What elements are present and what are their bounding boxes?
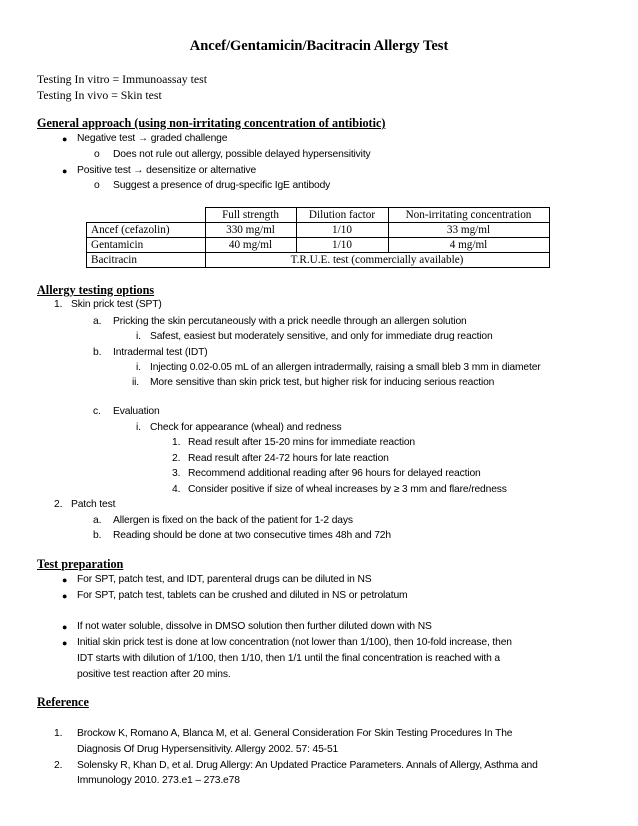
list-roman: i. — [136, 331, 141, 342]
positive-test-subitem: Suggest a presence of drug-specific IgE antibody — [113, 180, 331, 191]
reference-line: Brockow K, Romano A, Blanca M, et al. General Consideration For Skin Testing Procedures In The — [77, 728, 513, 739]
bullet-icon: ● — [62, 591, 68, 601]
patch-test-item: Patch test — [71, 499, 116, 510]
table-header-cell — [87, 208, 206, 223]
pricking-item: Pricking the skin percutaneously with a prick needle through an allergen solution — [113, 316, 467, 327]
table-cell: Bacitracin — [87, 253, 206, 268]
patch-fixed-item: Allergen is fixed on the back of the patient for 1-2 days — [113, 515, 353, 526]
prep-item-line: Initial skin prick test is done at low concentration (not lower than 1/100), then 10-fold increase, then — [77, 637, 512, 648]
evaluation-item: Evaluation — [113, 406, 160, 417]
list-number: 4. — [172, 484, 181, 495]
injecting-item: Injecting 0.02-0.05 mL of an allergen intradermally, raising a small bleb 3 mm in diameter — [150, 362, 541, 373]
wheal-check-item: Check for appearance (wheal) and redness — [150, 422, 342, 433]
list-letter: a. — [93, 515, 102, 526]
reference-heading: Reference — [37, 695, 89, 709]
list-number: 1. — [54, 728, 63, 739]
table-cell: Ancef (cefazolin) — [87, 223, 206, 238]
table-header-cell: Dilution factor — [296, 208, 388, 223]
allergy-options-heading: Allergy testing options — [37, 283, 155, 297]
bullet-icon: ● — [62, 166, 68, 176]
prep-item: If not water soluble, dissolve in DMSO solution then further diluted down with NS — [77, 621, 432, 632]
table-row — [87, 253, 550, 268]
sub-marker: o — [94, 180, 100, 191]
general-approach-heading: General approach (using non-irritating concentration of antibiotic) — [37, 116, 386, 130]
table-header-cell: Full strength — [205, 208, 296, 223]
bullet-icon: ● — [62, 134, 68, 144]
eval-step: Read result after 15-20 mins for immediate reaction — [188, 437, 415, 448]
table-row — [87, 238, 550, 253]
prep-item: For SPT, patch test, tablets can be crushed and diluted in NS or petrolatum — [77, 590, 408, 601]
eval-step: Read result after 24-72 hours for late reaction — [188, 453, 389, 464]
list-number: 2. — [54, 760, 63, 771]
table-cell: 33 mg/ml — [388, 223, 549, 238]
negative-test-subitem: Does not rule out allergy, possible delayed hypersensitivity — [113, 149, 371, 160]
idt-sensitivity-item: More sensitive than skin prick test, but higher risk for inducing serious reaction — [150, 377, 495, 388]
list-number: 3. — [172, 468, 181, 479]
table-row — [87, 223, 550, 238]
intradermal-item: Intradermal test (IDT) — [113, 347, 208, 358]
patch-reading-item: Reading should be done at two consecutive times 48h and 72h — [113, 530, 391, 541]
list-letter: b. — [93, 347, 102, 358]
bullet-icon: ● — [62, 575, 68, 585]
reference-line: Solensky R, Khan D, et al. Drug Allergy: An Updated Practice Parameters. Annals of Allergy, Asthma and — [77, 760, 538, 771]
sub-marker: o — [94, 149, 100, 160]
reference-line: Diagnosis Of Drug Hypersensitivity. Allergy 2002. 57: 45-51 — [77, 744, 339, 755]
table-cell: 4 mg/ml — [388, 238, 549, 253]
list-letter: c. — [93, 406, 101, 417]
table-cell: 330 mg/ml — [205, 223, 296, 238]
list-number: 2. — [54, 499, 63, 510]
spt-safety-item: Safest, easiest but moderately sensitive, and only for immediate drug reaction — [150, 331, 493, 342]
table-cell: 1/10 — [296, 223, 388, 238]
test-preparation-heading: Test preparation — [37, 557, 124, 571]
testing-in-vivo: Testing In vivo = Skin test — [37, 88, 162, 102]
skin-prick-item: Skin prick test (SPT) — [71, 299, 162, 310]
table-cell: T.R.U.E. test (commercially available) — [205, 253, 549, 268]
list-roman: i. — [136, 422, 141, 433]
list-roman: i. — [136, 362, 141, 373]
prep-item-line: IDT starts with dilution of 1/100, then 1/10, then 1/1 until the final concentration is reached with a — [77, 653, 500, 664]
bullet-icon: ● — [62, 622, 68, 632]
list-number: 2. — [172, 453, 181, 464]
prep-item-line: positive test reaction after 20 mins. — [77, 669, 231, 680]
list-letter: b. — [93, 530, 102, 541]
table-header-row — [87, 208, 550, 223]
concentration-table — [86, 207, 550, 268]
list-letter: a. — [93, 316, 102, 327]
table-cell: 40 mg/ml — [205, 238, 296, 253]
negative-test-item: Negative test → graded challenge — [77, 133, 228, 144]
eval-step: Recommend additional reading after 96 hours for delayed reaction — [188, 468, 481, 479]
reference-line: Immunology 2010. 273.e1 – 273.e78 — [77, 775, 240, 786]
page-title: Ancef/Gentamicin/Bacitracin Allergy Test — [189, 38, 449, 54]
list-roman: ii. — [132, 377, 139, 388]
testing-in-vitro: Testing In vitro = Immunoassay test — [37, 72, 207, 86]
table-cell: 1/10 — [296, 238, 388, 253]
list-number: 1. — [54, 299, 63, 310]
table-cell: Gentamicin — [87, 238, 206, 253]
table-header-cell: Non-irritating concentration — [388, 208, 549, 223]
bullet-icon: ● — [62, 638, 68, 648]
eval-step: Consider positive if size of wheal increases by ≥ 3 mm and flare/redness — [188, 484, 507, 495]
positive-test-item: Positive test → desensitize or alternative — [77, 165, 257, 176]
list-number: 1. — [172, 437, 181, 448]
prep-item: For SPT, patch test, and IDT, parenteral drugs can be diluted in NS — [77, 574, 372, 585]
